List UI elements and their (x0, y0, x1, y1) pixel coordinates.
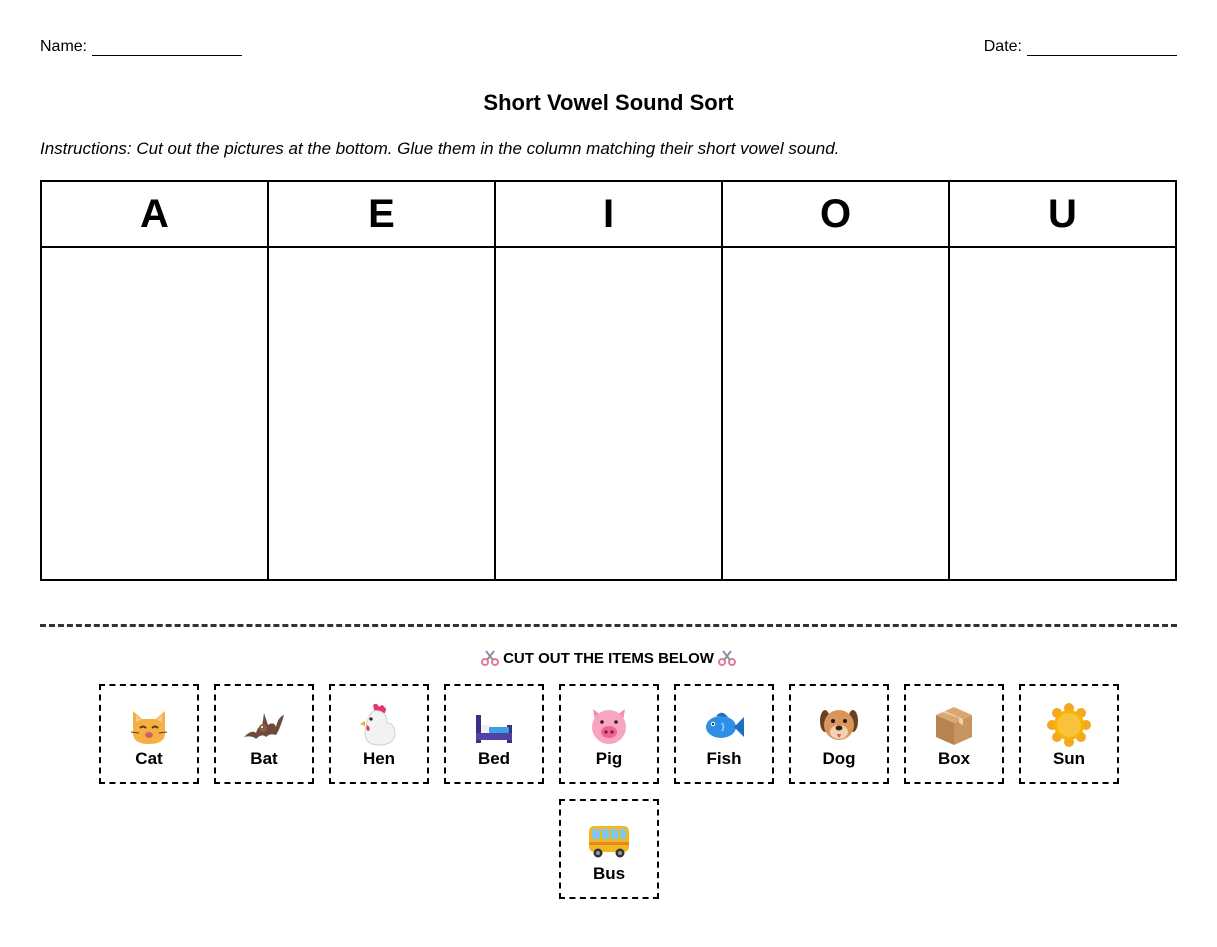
card-label: Sun (1052, 749, 1086, 768)
card-label: Box (937, 749, 971, 768)
pig-icon (587, 703, 631, 747)
column-header-i: I (495, 181, 722, 247)
cutout-card-dog (789, 684, 889, 784)
name-field (40, 38, 242, 56)
dog-icon (817, 703, 861, 747)
instructions-text: Instructions: Cut out the pictures at the bottom. Glue them in the column matching their short vowel sound. (40, 139, 840, 158)
card-label: Bed (477, 749, 511, 768)
column-header-o: O (722, 181, 949, 247)
column-header-e: E (268, 181, 495, 247)
cutout-card-pig (559, 684, 659, 784)
bed-icon (472, 703, 516, 747)
date-blank-line (1027, 39, 1177, 56)
column-cell-u (949, 247, 1176, 580)
scissors-icon (718, 650, 736, 666)
column-cell-a (41, 247, 268, 580)
column-header-a: A (41, 181, 268, 247)
date-field (984, 38, 1177, 56)
cutout-card-hen (329, 684, 429, 784)
cutout-cards (81, 684, 1137, 899)
cutout-card-fish (674, 684, 774, 784)
card-label: Cat (135, 749, 163, 768)
cut-line-divider (40, 624, 1177, 627)
name-label: Name: (40, 38, 88, 55)
box-icon (932, 703, 976, 747)
fish-icon (702, 703, 746, 747)
card-label: Hen (362, 749, 396, 768)
column-header-u: U (949, 181, 1176, 247)
card-label: Fish (706, 749, 742, 768)
name-blank-line (92, 39, 242, 56)
cut-label-text: CUT OUT THE ITEMS BELOW (503, 650, 714, 667)
cutout-card-cat (99, 684, 199, 784)
hen-icon (357, 703, 401, 747)
column-cell-e (268, 247, 495, 580)
cutout-card-sun (1019, 684, 1119, 784)
vowel-sort-table (40, 180, 1177, 581)
card-label: Bat (250, 749, 278, 768)
card-label: Pig (595, 749, 623, 768)
sun-icon (1047, 703, 1091, 747)
card-label: Bus (592, 864, 626, 883)
worksheet-header (40, 38, 1177, 60)
worksheet-title: Short Vowel Sound Sort (483, 90, 734, 115)
date-label: Date: (983, 38, 1022, 55)
bat-icon (242, 703, 286, 747)
column-cell-o (722, 247, 949, 580)
cat-icon (127, 703, 171, 747)
cut-instructions (0, 650, 1217, 667)
cutout-card-bat (214, 684, 314, 784)
card-label: Dog (822, 749, 856, 768)
column-cell-i (495, 247, 722, 580)
bus-icon (587, 818, 631, 862)
scissors-icon (481, 650, 499, 666)
cutout-card-bed (444, 684, 544, 784)
cutout-card-bus (559, 799, 659, 899)
cutout-card-box (904, 684, 1004, 784)
